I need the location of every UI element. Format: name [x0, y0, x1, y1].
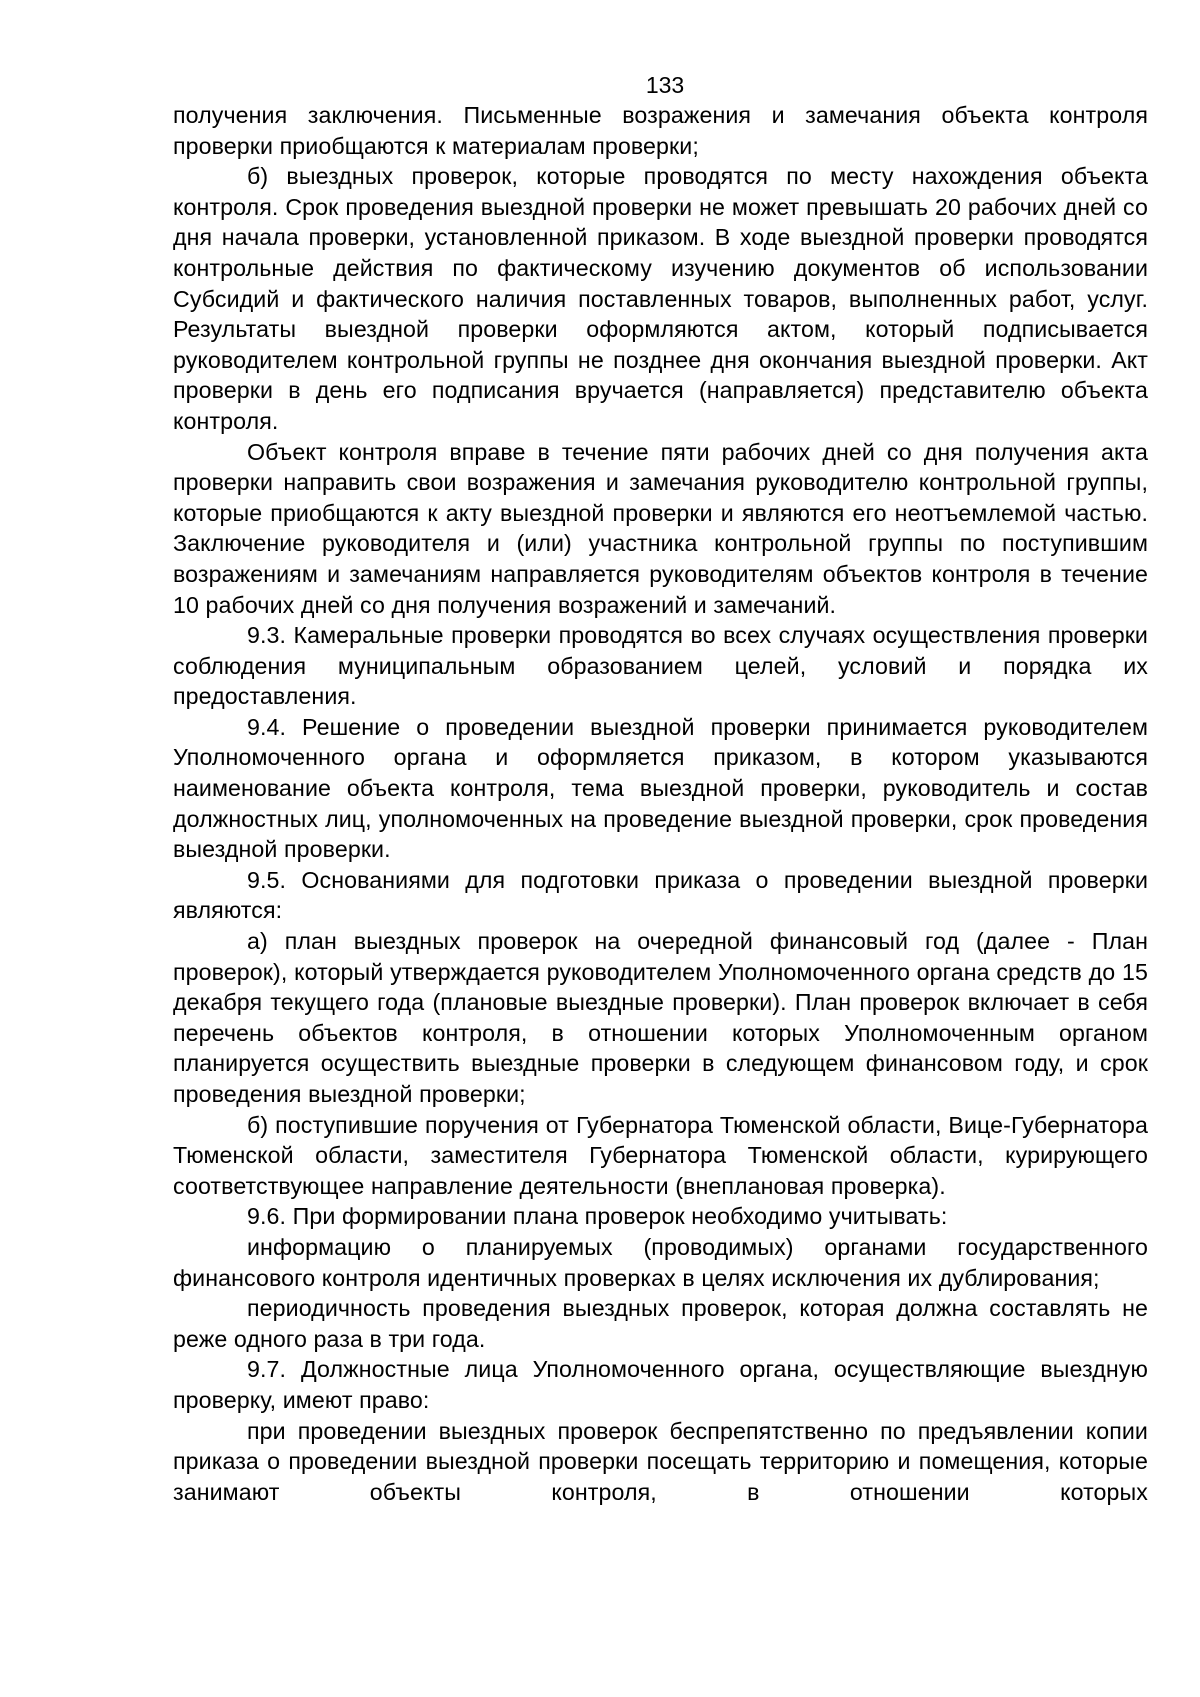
page-number: 133	[645, 72, 685, 98]
paragraph-12: 9.7. Должностные лица Уполномоченного органа, осуществляющие выездную проверку, имеют право:	[173, 1356, 1148, 1413]
paragraph-11: периодичность проведения выездных проверок, которая должна составлять не реже одного раза в три года.	[173, 1295, 1148, 1352]
paragraph-9: 9.6. При формировании плана проверок необходимо учитывать:	[247, 1203, 948, 1230]
paragraph-3: Объект контроля вправе в течение пяти рабочих дней со дня получения акта проверки направить свои возражения и замечания руководителю контрольной группы, которые приобщаются к акту выездной проверки и являются его неотъемлемой частью. Заключение руководителя и (или) участника контрольной группы по поступившим возражениям и замечаниям направляется руководителям объектов контроля в течение 10 рабочих дней со дня получения возражений и замечаний.	[173, 438, 1148, 618]
paragraph-8: б) поступившие поручения от Губернатора Тюменской области, Вице-Губернатора Тюменской области, заместителя Губернатора Тюменской области, курирующего соответствующее направление деятельности (внеплановая проверка).	[173, 1111, 1148, 1199]
paragraph-7: а) план выездных проверок на очередной финансовый год (далее - План проверок), который утверждается руководителем Уполномоченного органа средств до 15 декабря текущего года (плановые выездные проверки). План проверок включает в себя перечень объектов контроля, в отношении которых Уполномоченным органом планируется осуществить выездные проверки в следующем финансовом году, и срок проведения выездной проверки;	[173, 928, 1148, 1107]
paragraph-13: при проведении выездных проверок беспрепятственно по предъявлении копии приказа о проведении выездной проверки посещать территорию и помещения, которые занимают объекты контроля, в отношении которых	[173, 1417, 1148, 1505]
paragraph-10: информацию о планируемых (проводимых) органами государственного финансового контроля идентичных проверках в целях исключения их дублирования;	[173, 1233, 1148, 1291]
paragraph-1: получения заключения. Письменные возражения и замечания объекта контроля проверки приобщаются к материалам проверки;	[173, 102, 1148, 159]
paragraph-4: 9.3. Камеральные проверки проводятся во всех случаях осуществления проверки соблюдения муниципальным образованием целей, условий и порядка их предоставления.	[173, 622, 1148, 710]
document-body	[173, 100, 1148, 1507]
paragraph-5: 9.4. Решение о проведении выездной проверки принимается руководителем Уполномоченного органа и оформляется приказом, в котором указываются наименование объекта контроля, тема выездной проверки, руководитель и состав должностных лиц, уполномоченных на проведение выездной проверки, срок проведения выездной проверки.	[173, 713, 1148, 863]
paragraph-2: б) выездных проверок, которые проводятся по месту нахождения объекта контроля. Срок проведения выездной проверки не может превышать 20 рабочих дней со дня начала проверки, установленной приказом. В ходе выездной проверки проводятся контрольные действия по фактическому изучению документов об использовании Субсидий и фактического наличия поставленных товаров, выполненных работ, услуг. Результаты выездной проверки оформляются актом, который подписывается руководителем контрольной группы не позднее дня окончания выездной проверки. Акт проверки в день его подписания вручается (направляется) представителю объекта контроля.	[173, 163, 1148, 434]
paragraph-6: 9.5. Основаниями для подготовки приказа о проведении выездной проверки являются:	[173, 866, 1148, 924]
